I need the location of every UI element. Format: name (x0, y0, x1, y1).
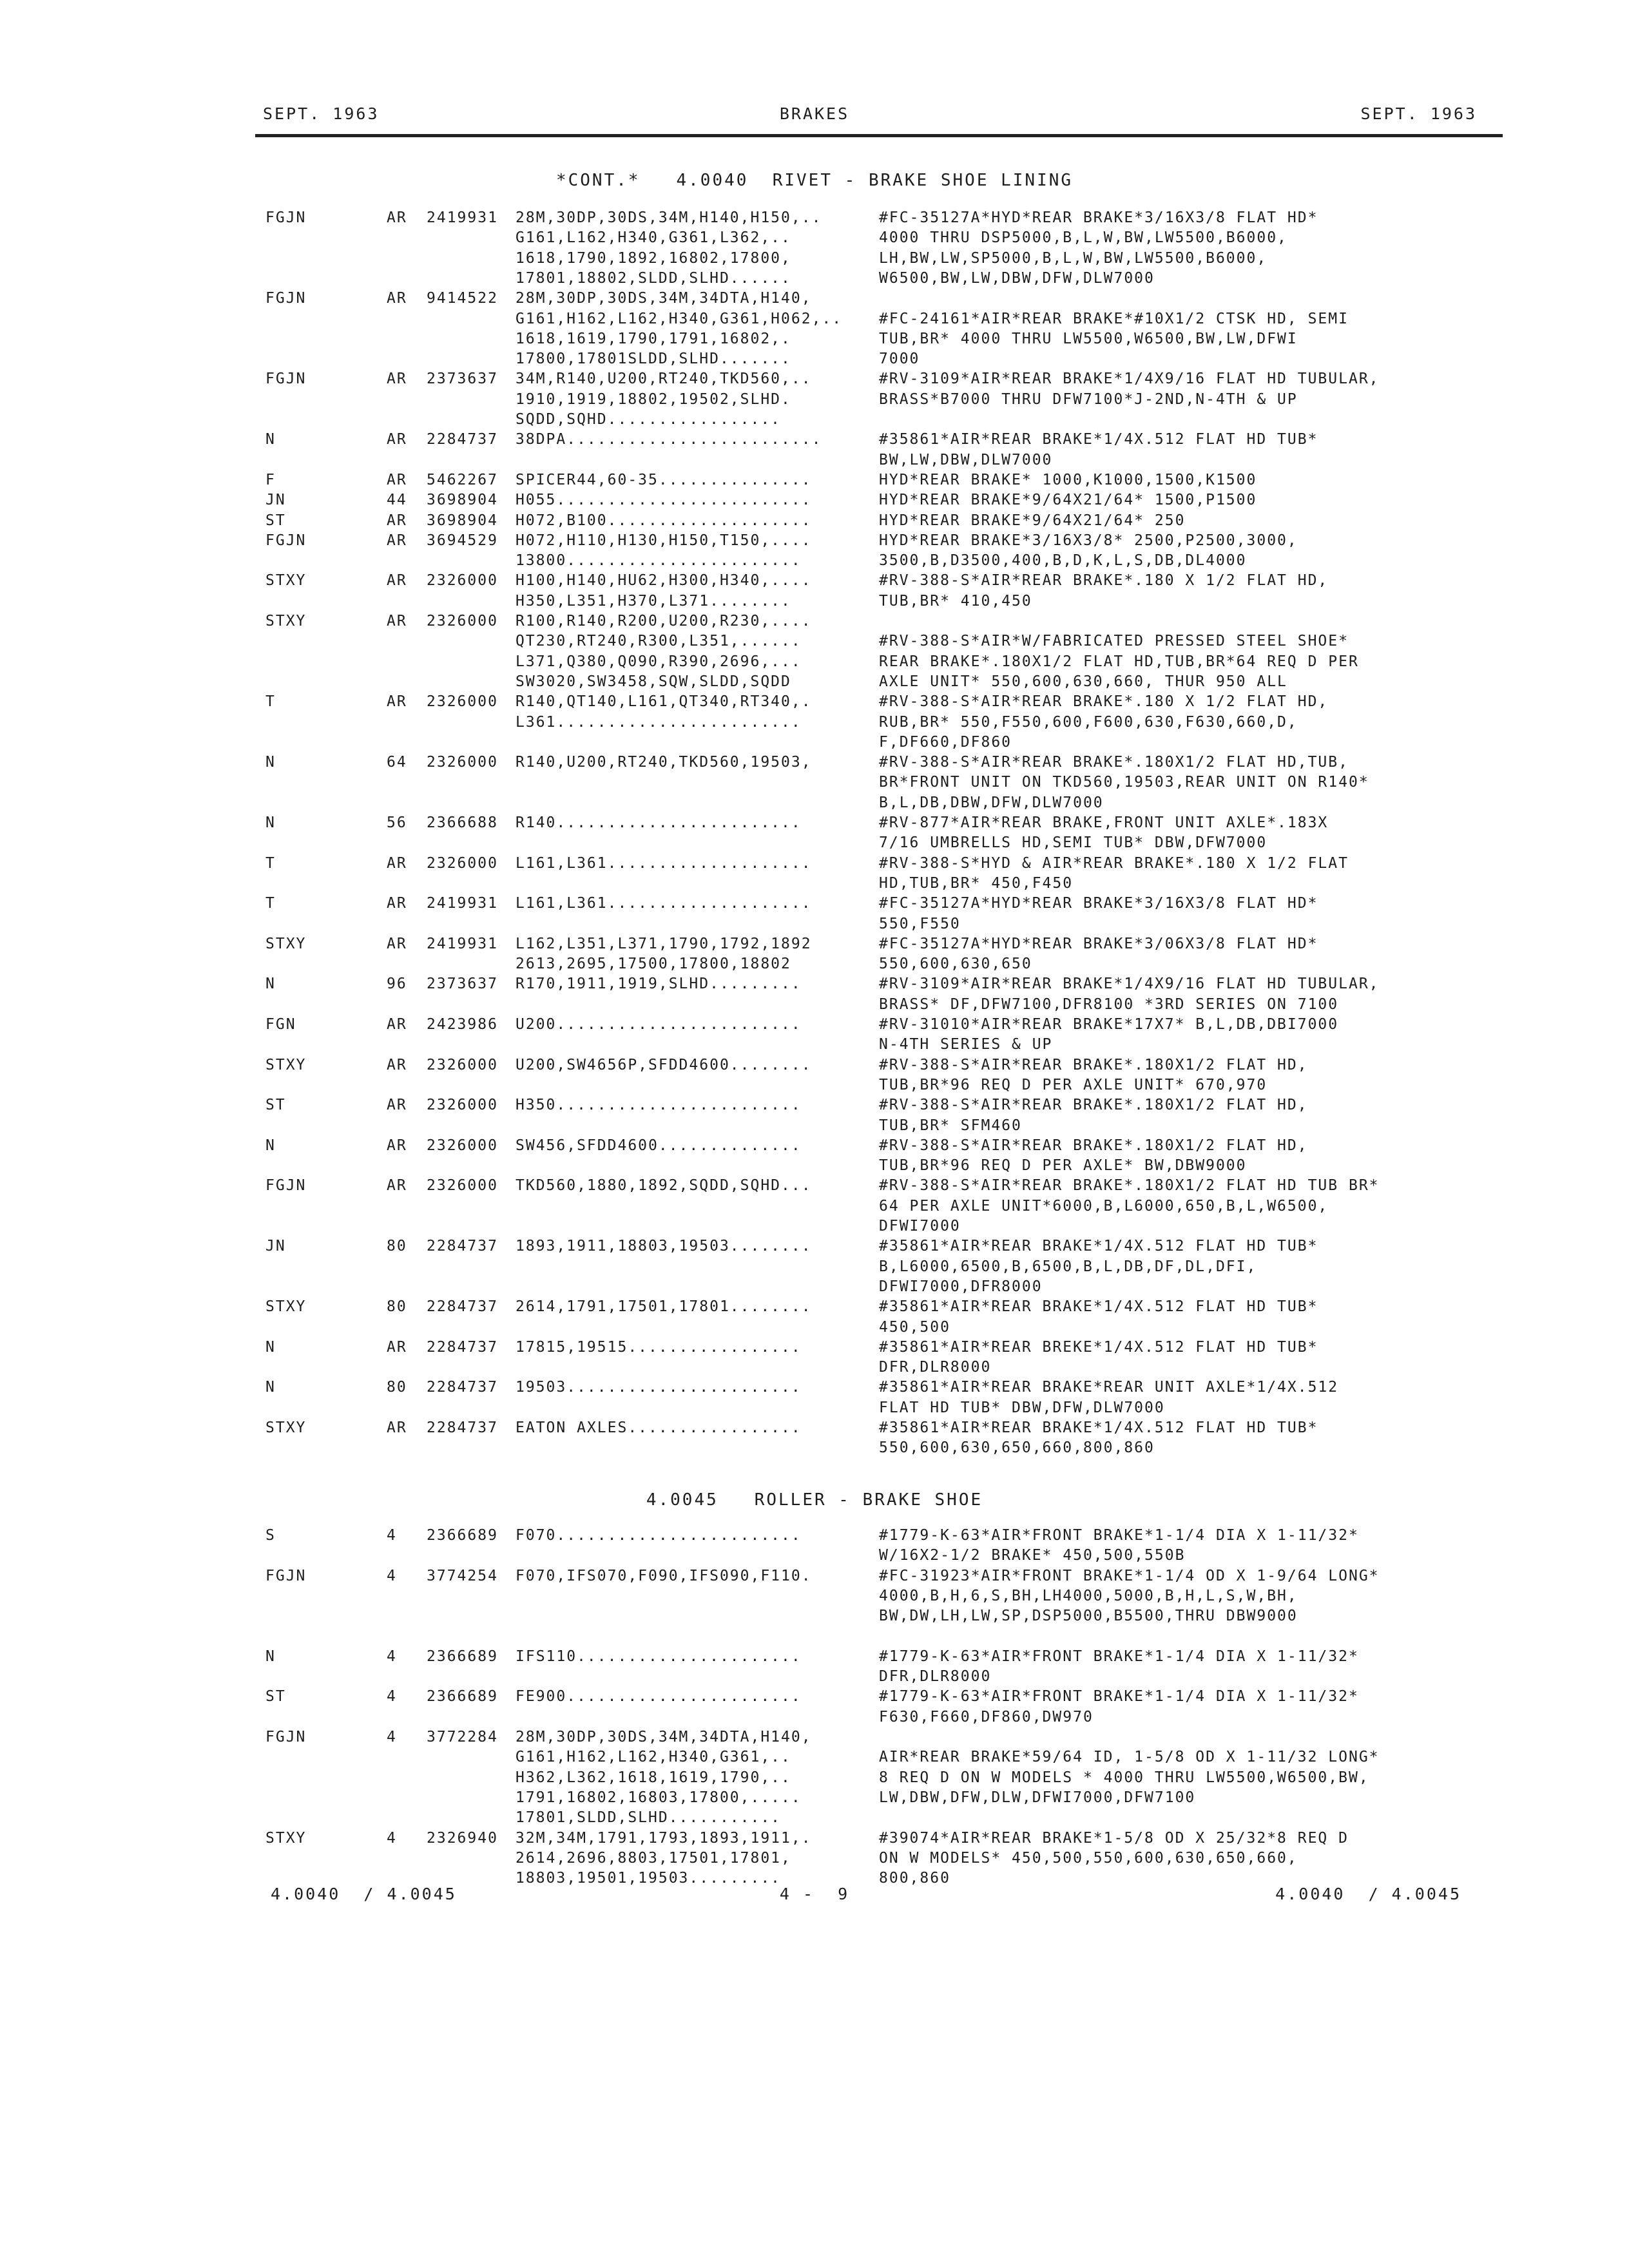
entry-description-line (879, 1626, 1510, 1647)
entry-qty: AR (387, 572, 407, 590)
entry-qty: AR (387, 1137, 407, 1154)
entry-code: FGJN (265, 370, 307, 388)
entry-description-line: 7000 (879, 351, 920, 368)
entry-description-line: #RV-3109*AIR*REAR BRAKE*1/4X9/16 FLAT HD TUBULAR, (879, 975, 1380, 993)
entry-description-line: #RV-3109*AIR*REAR BRAKE*1/4X9/16 FLAT HD TUBULAR, (879, 370, 1380, 388)
footer-right-ref: 4.0040 / 4.0045 (1275, 1885, 1461, 1903)
entry-description-line: DFWI7000 (879, 1218, 961, 1235)
entry-code: FGJN (265, 209, 307, 226)
entry-models-line: 28M,30DP,30DS,34M,34DTA,H140, (516, 1729, 812, 1745)
entry-description-line: 4000,B,H,6,S,BH,LH4000,5000,B,H,L,S,W,BH, (879, 1587, 1298, 1604)
entry-description-line: BRASS* DF,DFW7100,DFR8100 *3RD SERIES ON 7100 (879, 995, 1339, 1013)
entry-description-line: REAR BRAKE*.180X1/2 FLAT HD,TUB,BR*64 REQ D PER (879, 653, 1359, 670)
entry-qty: AR (387, 1419, 407, 1436)
entry-models-line: H100,H140,HU62,H300,H340,.... (516, 572, 812, 590)
entry-models-line: U200........................ (516, 1016, 802, 1033)
entry-models-line: 2614,1791,17501,17801........ (516, 1298, 812, 1316)
entry-models-line (516, 450, 863, 470)
entry-code: N (265, 975, 276, 993)
entry-code: STXY (265, 613, 307, 629)
entry-description-line: W6500,BW,LW,DBW,DFW,DLW7000 (879, 269, 1155, 287)
entry-description-line: #FC-35127A*HYD*REAR BRAKE*3/16X3/8 FLAT HD* (879, 895, 1318, 912)
entry-part-number: 2284737 (427, 1298, 498, 1316)
entry-description-line: #RV-388-S*AIR*REAR BRAKE*.180X1/2 FLAT HD,TUB, (879, 754, 1349, 771)
entry-part-number: 2326000 (427, 1097, 498, 1114)
entry-models-line: 34M,R140,U200,RT240,TKD560,.. (516, 370, 812, 388)
entry-code: FGN (265, 1016, 296, 1033)
entry-models-line: 38DPA......................... (516, 431, 822, 448)
entry-models-line: L371,Q380,Q090,R390,2696,... (516, 653, 802, 670)
header-rule (255, 134, 1503, 137)
section-heading-rivet: *CONT.* 4.0040 RIVET - BRAKE SHOE LINING (555, 171, 1074, 190)
entry-qty: 44 (387, 492, 407, 509)
entry-description-line: LW,DBW,DFW,DLW,DFWI7000,DFW7100 (879, 1789, 1196, 1806)
entry-models-line: 1893,1911,18803,19503........ (516, 1238, 812, 1255)
entry-models-line (516, 994, 863, 1015)
entry-models-line (516, 1276, 863, 1297)
entry-models-line: R140,U200,RT240,TKD560,19503, (516, 754, 812, 771)
entry-models-line: F070........................ (516, 1527, 802, 1544)
entry-description-line: TUB,BR* SFM460 (879, 1117, 1022, 1134)
entry-description-line: #FC-35127A*HYD*REAR BRAKE*3/16X3/8 FLAT HD* (879, 209, 1318, 226)
entry-models-line (516, 1398, 863, 1418)
entry-description-line: AIR*REAR BRAKE*59/64 ID, 1-5/8 OD X 1-11/32 LONG* (879, 1749, 1380, 1766)
entry-description-line: N-4TH SERIES & UP (879, 1036, 1053, 1053)
entry-code: FGJN (265, 1567, 307, 1584)
entry-qty: AR (387, 895, 407, 912)
entry-description-line: HD,TUB,BR* 450,F450 (879, 874, 1074, 892)
entry-qty: 4 (387, 1527, 397, 1544)
entry-models-line: QT230,RT240,R300,L351,...... (516, 633, 802, 650)
entry-part-number: 2423986 (427, 1016, 498, 1033)
entry-description-line: 550,600,630,650 (879, 956, 1032, 973)
entry-description-line: B,L,DB,DBW,DFW,DLW7000 (879, 794, 1104, 811)
entry-part-number: 2326000 (427, 754, 498, 771)
entry-part-number: 2284737 (427, 1379, 498, 1396)
entry-models-line: 28M,30DP,30DS,34M,H140,H150,.. (516, 209, 822, 226)
entry-models-line: R100,R140,R200,U200,R230,.... (516, 613, 812, 629)
entry-part-number: 2326000 (427, 1056, 498, 1073)
entry-description-line: #RV-388-S*AIR*W/FABRICATED PRESSED STEEL SHOE* (879, 633, 1349, 650)
entry-code: ST (265, 512, 286, 529)
entry-qty: 96 (387, 975, 407, 993)
entry-models-line: 1910,1919,18802,19502,SLHD. (516, 390, 791, 408)
entry-models-line: 1791,16802,16803,17800,..... (516, 1789, 802, 1806)
entry-part-number: 2419931 (427, 935, 498, 952)
entry-part-number: 3698904 (427, 512, 498, 529)
entry-part-number: 2284737 (427, 1238, 498, 1255)
entry-qty: AR (387, 471, 407, 488)
entry-code: T (265, 693, 276, 711)
entry-description-line: #RV-31010*AIR*REAR BRAKE*17X7* B,L,DB,DBI7000 (879, 1016, 1339, 1033)
entry-description-line: BRASS*B7000 THRU DFW7100*J-2ND,N-4TH & UP (879, 390, 1298, 408)
entry-qty: 4 (387, 1567, 397, 1584)
entry-description-line: #35861*AIR*REAR BRAKE*REAR UNIT AXLE*1/4X.512 (879, 1379, 1339, 1396)
entry-models-line: FE900....................... (516, 1688, 802, 1706)
entry-part-number: 2326000 (427, 1137, 498, 1154)
entry-models-line (516, 732, 863, 753)
entry-description-line: #1779-K-63*AIR*FRONT BRAKE*1-1/4 DIA X 1-11/32* (879, 1527, 1359, 1544)
entry-description-line: #35861*AIR*REAR BRAKE*1/4X.512 FLAT HD TUB* (879, 1298, 1318, 1316)
header-left-date: SEPT. 1963 (263, 104, 380, 123)
entry-models-line: 1618,1619,1790,1791,16802,. (516, 330, 791, 347)
entry-description-line: 4000 THRU DSP5000,B,L,W,BW,LW5500,B6000, (879, 229, 1287, 247)
entry-part-number: 2326000 (427, 613, 498, 629)
entry-models-line: SW3020,SW3458,SQW,SLDD,SQDD (516, 673, 791, 690)
entry-code: FGJN (265, 532, 307, 549)
entry-qty: AR (387, 512, 407, 529)
entry-code: N (265, 1338, 276, 1356)
entry-models-line (516, 873, 863, 894)
entry-qty: AR (387, 693, 407, 711)
entry-description-line: #RV-388-S*HYD & AIR*REAR BRAKE*.180 X 1/2 FLAT (879, 854, 1349, 872)
entry-part-number: 2284737 (427, 431, 498, 448)
entry-qty: AR (387, 290, 407, 307)
entry-models-line: SQDD,SQHD................. (516, 411, 782, 428)
entry-code: STXY (265, 1829, 307, 1847)
entry-models-line: G161,H162,L162,H340,G361,.. (516, 1749, 791, 1766)
entry-models-line (516, 772, 863, 793)
entry-models-line: 28M,30DP,30DS,34M,34DTA,H140, (516, 290, 812, 307)
entry-description-line: AXLE UNIT* 550,600,630,660, THUR 950 ALL (879, 673, 1287, 690)
entry-code: ST (265, 1097, 286, 1114)
entry-code: N (265, 814, 276, 831)
entry-models-line (516, 1256, 863, 1277)
entry-description-line: #RV-388-S*AIR*REAR BRAKE*.180X1/2 FLAT HD, (879, 1137, 1308, 1154)
entry-code: FGJN (265, 1729, 307, 1745)
entry-code: STXY (265, 1298, 307, 1316)
entry-description-line: HYD*REAR BRAKE* 1000,K1000,1500,K1500 (879, 471, 1257, 488)
entry-description-line (879, 1727, 1510, 1747)
entry-models-line: G161,L162,H340,G361,L362,.. (516, 229, 791, 247)
entry-description-line: F,DF660,DF860 (879, 733, 1012, 751)
footer-left-ref: 4.0040 / 4.0045 (271, 1885, 457, 1903)
entry-part-number: 2326000 (427, 572, 498, 590)
entry-description-line: #1779-K-63*AIR*FRONT BRAKE*1-1/4 DIA X 1-11/32* (879, 1648, 1359, 1665)
entry-models-line: L161,L361.................... (516, 854, 812, 872)
entry-code: F (265, 471, 276, 488)
entry-qty: AR (387, 1016, 407, 1033)
entry-description-line: B,L6000,6500,B,6500,B,L,DB,DF,DL,DFI, (879, 1258, 1257, 1275)
entry-description-line: #FC-31923*AIR*FRONT BRAKE*1-1/4 OD X 1-9/64 LONG* (879, 1567, 1380, 1584)
entry-models-line (516, 832, 863, 853)
entry-code: FGJN (265, 1177, 307, 1195)
entry-description-line: 450,500 (879, 1318, 950, 1336)
entry-models-line (516, 1155, 863, 1176)
entry-qty: 4 (387, 1688, 397, 1706)
entry-part-number: 2326000 (427, 854, 498, 872)
entry-description-line: BR*FRONT UNIT ON TKD560,19503,REAR UNIT ON R140* (879, 774, 1369, 791)
entry-description-line: #FC-24161*AIR*REAR BRAKE*#10X1/2 CTSK HD, SEMI (879, 310, 1349, 327)
entry-qty: AR (387, 532, 407, 549)
entry-description-line: 800,860 (879, 1870, 950, 1887)
entry-models-line: SW456,SFDD4600.............. (516, 1137, 802, 1154)
entry-description-line: HYD*REAR BRAKE*9/64X21/64* 250 (879, 512, 1186, 529)
entry-description-line: 3500,B,D3500,400,B,D,K,L,S,DB,DL4000 (879, 552, 1247, 570)
entry-description-line: #35861*AIR*REAR BRAKE*1/4X.512 FLAT HD TUB* (879, 431, 1318, 448)
entry-code: T (265, 854, 276, 872)
entry-models-line: IFS110...................... (516, 1648, 802, 1665)
entry-models-line: L162,L351,L371,1790,1792,1892 (516, 935, 812, 952)
entry-description-line: 8 REQ D ON W MODELS * 4000 THRU LW5500,W6500,BW, (879, 1769, 1369, 1786)
entry-qty: 56 (387, 814, 407, 831)
entry-code: STXY (265, 572, 307, 590)
entry-qty: 80 (387, 1238, 407, 1255)
entry-models-line: 32M,34M,1791,1793,1893,1911,. (516, 1829, 812, 1847)
entry-models-line: L361........................ (516, 713, 802, 731)
entry-models-line: H072,B100.................... (516, 512, 812, 529)
entry-models-line: L161,L361.................... (516, 895, 812, 912)
entry-description-line: DFWI7000,DFR8000 (879, 1278, 1043, 1295)
entry-qty: AR (387, 209, 407, 226)
entry-models-line (516, 793, 863, 813)
header-title: BRAKES (779, 104, 850, 123)
entry-models-line: H072,H110,H130,H150,T150,.... (516, 532, 812, 549)
entry-code: FGJN (265, 290, 307, 307)
entry-qty: AR (387, 370, 407, 388)
entry-part-number: 2366689 (427, 1688, 498, 1706)
entry-description-line: FLAT HD TUB* DBW,DFW,DLW7000 (879, 1399, 1165, 1416)
entry-description-line: 64 PER AXLE UNIT*6000,B,L6000,650,B,L,W6500, (879, 1197, 1329, 1215)
entry-code: JN (265, 1238, 286, 1255)
entry-description-line: 550,600,630,650,660,800,860 (879, 1439, 1155, 1457)
entry-code: STXY (265, 1419, 307, 1436)
entry-part-number: 2366689 (427, 1648, 498, 1665)
entry-part-number: 5462267 (427, 471, 498, 488)
entry-models-line (516, 1115, 863, 1136)
entry-models-line: SPICER44,60-35............... (516, 471, 812, 488)
entry-description-line: BW,DW,LH,LW,SP,DSP5000,B5500,THRU DBW9000 (879, 1608, 1298, 1625)
entry-part-number: 2373637 (427, 975, 498, 993)
entry-part-number: 3694529 (427, 532, 498, 549)
entry-models-line (516, 1216, 863, 1236)
entry-description-line: DFR,DLR8000 (879, 1359, 992, 1376)
entry-models-line (516, 1707, 863, 1727)
entry-qty: 4 (387, 1729, 397, 1745)
entry-description-line: #FC-35127A*HYD*REAR BRAKE*3/06X3/8 FLAT HD* (879, 935, 1318, 952)
entry-qty: AR (387, 1056, 407, 1073)
entry-models-line (516, 1196, 863, 1216)
entry-models-line: R140,QT140,L161,QT340,RT340,. (516, 693, 812, 711)
entry-models-line: H350........................ (516, 1097, 802, 1114)
entry-models-line (516, 1075, 863, 1095)
entry-description-line: #RV-388-S*AIR*REAR BRAKE*.180X1/2 FLAT HD TUB BR* (879, 1177, 1380, 1195)
entry-description-line: #35861*AIR*REAR BREKE*1/4X.512 FLAT HD TUB* (879, 1338, 1318, 1356)
entry-models-line (516, 914, 863, 934)
entry-description-line: TUB,BR* 4000 THRU LW5500,W6500,BW,LW,DFWI (879, 330, 1298, 347)
entry-description-line (879, 1807, 1510, 1828)
entry-code: STXY (265, 1056, 307, 1073)
entry-qty: AR (387, 935, 407, 952)
entry-part-number: 2326000 (427, 693, 498, 711)
entry-models-line: 13800....................... (516, 552, 802, 570)
entry-description-line: 550,F550 (879, 915, 961, 932)
entry-qty: 80 (387, 1379, 407, 1396)
entry-description-line: #RV-388-S*AIR*REAR BRAKE*.180 X 1/2 FLAT HD, (879, 572, 1329, 590)
entry-description-line: #35861*AIR*REAR BRAKE*1/4X.512 FLAT HD TUB* (879, 1238, 1318, 1255)
entry-models-line: 17800,17801SLDD,SLHD....... (516, 351, 791, 368)
entry-description-line: #35861*AIR*REAR BRAKE*1/4X.512 FLAT HD TUB* (879, 1419, 1318, 1436)
entry-description-line: 7/16 UMBRELLS HD,SEMI TUB* DBW,DFW7000 (879, 834, 1268, 852)
entry-models-line: H362,L362,1618,1619,1790,.. (516, 1769, 791, 1786)
entry-code: JN (265, 492, 286, 509)
entry-part-number: 2326000 (427, 1177, 498, 1195)
entry-part-number: 2326940 (427, 1829, 498, 1847)
entry-code: N (265, 754, 276, 771)
entry-models-line (516, 1586, 863, 1606)
entry-code: N (265, 1379, 276, 1396)
entry-models-line: 17801,18802,SLDD,SLHD...... (516, 269, 791, 287)
entry-part-number: 3772284 (427, 1729, 498, 1745)
entry-description-line (879, 611, 1510, 631)
entry-description-line: TUB,BR*96 REQ D PER AXLE* BW,DBW9000 (879, 1157, 1247, 1175)
entry-models-line: U200,SW4656P,SFDD4600........ (516, 1056, 812, 1073)
entry-part-number: 9414522 (427, 290, 498, 307)
entry-models-line: TKD560,1880,1892,SQDD,SQHD... (516, 1177, 812, 1195)
entry-part-number: 3698904 (427, 492, 498, 509)
entry-part-number: 2373637 (427, 370, 498, 388)
entry-models-line: 19503....................... (516, 1379, 802, 1396)
entry-description-line: RUB,BR* 550,F550,600,F600,630,F630,660,D, (879, 713, 1298, 731)
entry-models-line (516, 1606, 863, 1626)
entry-models-line (516, 1437, 863, 1458)
entry-part-number: 2366688 (427, 814, 498, 831)
entry-models-line (516, 1545, 863, 1566)
entry-code: N (265, 1137, 276, 1154)
entry-description-line: HYD*REAR BRAKE*9/64X21/64* 1500,P1500 (879, 492, 1257, 509)
entry-code: T (265, 895, 276, 912)
entry-description-line: W/16X2-1/2 BRAKE* 450,500,550B (879, 1547, 1186, 1564)
entry-models-line (516, 1357, 863, 1378)
entry-models-line (516, 1626, 863, 1647)
header-right-date: SEPT. 1963 (1360, 104, 1477, 123)
entry-description-line: HYD*REAR BRAKE*3/16X3/8* 2500,P2500,3000, (879, 532, 1298, 549)
entry-qty: AR (387, 431, 407, 448)
entry-qty: 80 (387, 1298, 407, 1316)
entry-part-number: 2419931 (427, 895, 498, 912)
entry-qty: 64 (387, 754, 407, 771)
entry-models-line: G161,H162,L162,H340,G361,H062,.. (516, 310, 843, 327)
entry-description-line: BW,LW,DBW,DLW7000 (879, 451, 1053, 468)
entry-qty: AR (387, 854, 407, 872)
entry-description-line (879, 288, 1510, 309)
entry-code: S (265, 1527, 276, 1544)
entry-qty: AR (387, 1097, 407, 1114)
entry-models-line: 17815,19515................. (516, 1338, 802, 1356)
entry-description-line: DFR,DLR8000 (879, 1668, 992, 1686)
entry-models-line: EATON AXLES................. (516, 1419, 802, 1436)
entry-models-line (516, 1034, 863, 1055)
entry-models-line: R170,1911,1919,SLHD......... (516, 975, 802, 993)
entry-part-number: 2284737 (427, 1419, 498, 1436)
entry-description-line: #RV-877*AIR*REAR BRAKE,FRONT UNIT AXLE*.183X (879, 814, 1329, 831)
entry-code: N (265, 1648, 276, 1665)
entry-models-line: 2614,2696,8803,17501,17801, (516, 1849, 791, 1867)
entry-part-number: 2284737 (427, 1338, 498, 1356)
entry-description-line: #1779-K-63*AIR*FRONT BRAKE*1-1/4 DIA X 1-11/32* (879, 1688, 1359, 1706)
entry-code: STXY (265, 935, 307, 952)
entry-description-line: TUB,BR*96 REQ D PER AXLE UNIT* 670,970 (879, 1076, 1268, 1093)
entry-models-line: 1618,1790,1892,16802,17800, (516, 249, 791, 267)
entry-description-line: #RV-388-S*AIR*REAR BRAKE*.180X1/2 FLAT HD, (879, 1056, 1308, 1073)
entry-models-line: H055......................... (516, 492, 812, 509)
entry-description-line: TUB,BR* 410,450 (879, 592, 1032, 610)
entry-description-line: LH,BW,LW,SP5000,B,L,W,BW,LW5500,B6000, (879, 249, 1268, 267)
footer-page-number: 4 - 9 (779, 1885, 850, 1903)
entry-models-line (516, 1666, 863, 1687)
entry-qty: AR (387, 1177, 407, 1195)
entry-qty: 4 (387, 1829, 397, 1847)
entry-part-number: 2366689 (427, 1527, 498, 1544)
entry-qty: 4 (387, 1648, 397, 1665)
entry-code: N (265, 431, 276, 448)
entry-description-line: ON W MODELS* 450,500,550,600,630,650,660, (879, 1849, 1298, 1867)
entry-description-line (879, 409, 1510, 430)
entry-models-line (516, 1317, 863, 1338)
entry-code: ST (265, 1688, 286, 1706)
entry-qty: AR (387, 1338, 407, 1356)
entry-description-line: F630,F660,DF860,DW970 (879, 1708, 1094, 1725)
entry-models-line: H350,L351,H370,L371........ (516, 592, 791, 610)
entry-part-number: 3774254 (427, 1567, 498, 1584)
entry-models-line: 18803,19501,19503......... (516, 1870, 782, 1887)
entry-models-line: F070,IFS070,F090,IFS090,F110. (516, 1567, 812, 1584)
entry-qty: AR (387, 613, 407, 629)
entry-description-line: #RV-388-S*AIR*REAR BRAKE*.180X1/2 FLAT HD, (879, 1097, 1308, 1114)
entry-description-line: #RV-388-S*AIR*REAR BRAKE*.180 X 1/2 FLAT HD, (879, 693, 1329, 711)
entry-models-line: 2613,2695,17500,17800,18802 (516, 956, 791, 973)
section-heading-roller: 4.0045 ROLLER - BRAKE SHOE (646, 1490, 983, 1510)
entry-models-line: R140........................ (516, 814, 802, 831)
entry-part-number: 2419931 (427, 209, 498, 226)
entry-models-line: 17801,SLDD,SLHD........... (516, 1809, 782, 1827)
entry-description-line: #39074*AIR*REAR BRAKE*1-5/8 OD X 25/32*8 REQ D (879, 1829, 1349, 1847)
